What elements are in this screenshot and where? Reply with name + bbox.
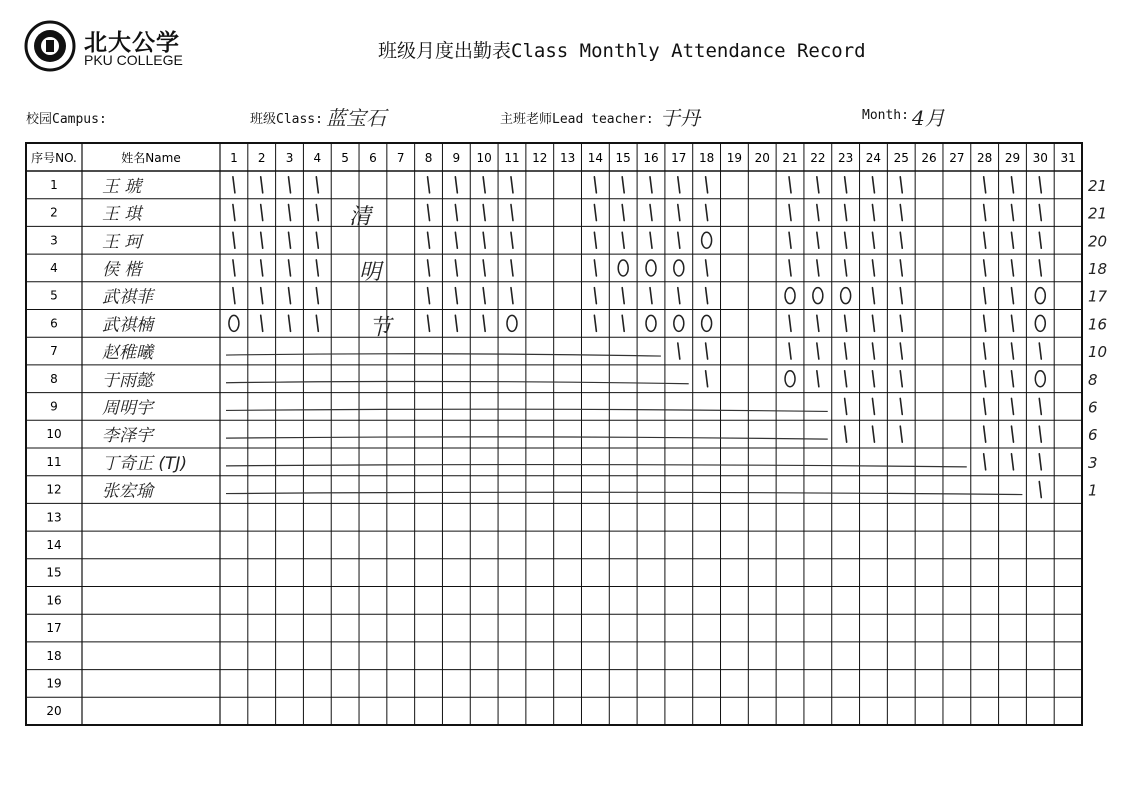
present-mark (650, 205, 652, 221)
not-enrolled-line (226, 354, 661, 356)
present-mark (511, 232, 513, 248)
holiday-note: 明 (359, 260, 382, 286)
present-mark (289, 205, 291, 221)
day-header: 30 (1032, 151, 1048, 165)
present-mark (817, 205, 819, 221)
present-mark (316, 205, 318, 221)
present-mark (1011, 232, 1013, 248)
class-value: 蓝宝石 (326, 106, 386, 130)
page-title: 班级月度出勤表Class Monthly Attendance Record (378, 40, 866, 62)
not-enrolled-line (226, 465, 967, 467)
day-header: 6 (369, 151, 377, 165)
present-mark (817, 343, 819, 359)
present-mark (900, 426, 902, 442)
present-mark (1011, 371, 1013, 387)
student-name: 武祺菲 (102, 287, 153, 308)
present-mark (872, 205, 874, 221)
not-enrolled-line (226, 381, 689, 383)
absent-mark (646, 315, 656, 331)
present-mark (872, 343, 874, 359)
present-mark (594, 315, 596, 331)
present-mark (1039, 482, 1041, 498)
present-mark (1011, 343, 1013, 359)
present-mark (483, 288, 485, 304)
absent-mark (702, 232, 712, 248)
present-mark (455, 177, 457, 193)
holiday-note: 清 (349, 204, 372, 230)
absent-mark (618, 260, 628, 276)
present-mark (706, 205, 708, 221)
student-name: 于雨懿 (102, 370, 153, 391)
present-mark (428, 260, 430, 276)
attendance-total: 20 (1088, 232, 1108, 251)
present-mark (706, 343, 708, 359)
present-mark (872, 371, 874, 387)
absent-mark (507, 315, 517, 331)
day-header: 3 (285, 151, 294, 165)
row-number: 13 (46, 510, 62, 525)
present-mark (984, 343, 986, 359)
present-mark (261, 260, 263, 276)
student-name: 周明宇 (102, 398, 153, 419)
row-number: 18 (46, 648, 62, 663)
day-header: 23 (838, 151, 854, 165)
present-mark (984, 371, 986, 387)
holiday-note: 节 (369, 315, 392, 341)
present-mark (845, 232, 847, 248)
attendance-total: 8 (1088, 370, 1098, 389)
row-number: 9 (50, 399, 58, 414)
month-value: 4月 (912, 106, 945, 130)
day-header: 5 (341, 151, 349, 165)
present-mark (316, 315, 318, 331)
row-number: 2 (50, 205, 58, 220)
row-number: 16 (46, 593, 62, 608)
present-mark (789, 315, 791, 331)
present-mark (706, 371, 708, 387)
present-mark (872, 260, 874, 276)
present-mark (428, 315, 430, 331)
present-mark (706, 260, 708, 276)
day-header: 13 (559, 151, 576, 165)
present-mark (594, 205, 596, 221)
present-mark (984, 454, 986, 470)
present-mark (789, 260, 791, 276)
student-name: 王 琥 (102, 176, 142, 197)
present-mark (511, 205, 513, 221)
row-number: 3 (50, 233, 58, 248)
day-header: 2 (257, 151, 266, 165)
not-enrolled-line (226, 409, 828, 411)
present-mark (316, 177, 318, 193)
attendance-total: 6 (1088, 398, 1098, 417)
student-name: 武祺楠 (102, 315, 153, 336)
day-header: 15 (615, 151, 631, 165)
attendance-total: 21 (1088, 176, 1108, 195)
present-mark (511, 288, 513, 304)
present-mark (455, 315, 457, 331)
present-mark (817, 315, 819, 331)
present-mark (678, 205, 680, 221)
not-enrolled-line (226, 492, 1022, 494)
present-mark (900, 205, 902, 221)
present-mark (511, 260, 513, 276)
present-mark (1039, 398, 1041, 414)
present-mark (678, 232, 680, 248)
day-header: 10 (476, 151, 492, 165)
absent-mark (1035, 371, 1045, 387)
absent-mark (646, 260, 656, 276)
attendance-total: 1 (1088, 481, 1098, 500)
present-mark (483, 177, 485, 193)
present-mark (984, 177, 986, 193)
day-header: 26 (921, 151, 937, 165)
attendance-total: 21 (1088, 204, 1108, 223)
present-mark (872, 288, 874, 304)
absent-mark (841, 288, 851, 304)
day-header: 14 (587, 151, 604, 165)
row-number: 10 (46, 427, 62, 442)
present-mark (1039, 177, 1041, 193)
absent-mark (674, 260, 684, 276)
present-mark (594, 260, 596, 276)
row-number: 19 (46, 676, 62, 691)
attendance-total: 3 (1088, 453, 1098, 472)
column-header-no: 序号NO. (31, 151, 77, 165)
present-mark (845, 177, 847, 193)
present-mark (483, 315, 485, 331)
day-header: 9 (452, 151, 461, 165)
present-mark (233, 232, 235, 248)
day-header: 16 (643, 151, 659, 165)
absent-mark (229, 315, 239, 331)
present-mark (316, 288, 318, 304)
present-mark (1039, 232, 1041, 248)
present-mark (845, 343, 847, 359)
present-mark (594, 177, 596, 193)
campus-label: 校园Campus: (26, 112, 107, 127)
day-header: 20 (754, 151, 770, 165)
present-mark (622, 288, 624, 304)
class-label: 班级Class: (250, 112, 323, 127)
logo-english-name: PKU COLLEGE (84, 52, 183, 68)
present-mark (845, 371, 847, 387)
present-mark (261, 232, 263, 248)
present-mark (428, 288, 430, 304)
present-mark (872, 426, 874, 442)
attendance-total: 18 (1088, 259, 1108, 278)
day-header: 11 (504, 151, 520, 165)
present-mark (678, 177, 680, 193)
present-mark (1011, 315, 1013, 331)
absent-mark (702, 315, 712, 331)
day-header: 25 (893, 151, 909, 165)
present-mark (455, 288, 457, 304)
day-header: 19 (726, 151, 743, 165)
present-mark (845, 260, 847, 276)
student-name: 丁奇正 (TJ) (102, 453, 188, 474)
present-mark (872, 177, 874, 193)
absent-mark (674, 315, 684, 331)
student-name: 李泽宇 (102, 426, 153, 447)
present-mark (678, 343, 680, 359)
row-number: 6 (50, 316, 58, 331)
student-name: 赵稚曦 (102, 343, 153, 364)
present-mark (900, 343, 902, 359)
present-mark (900, 260, 902, 276)
present-mark (789, 343, 791, 359)
absent-mark (1035, 315, 1045, 331)
present-mark (984, 398, 986, 414)
day-header: 4 (313, 151, 322, 165)
present-mark (900, 288, 902, 304)
day-header: 27 (949, 151, 965, 165)
present-mark (1011, 398, 1013, 414)
day-header: 8 (424, 151, 433, 165)
present-mark (483, 205, 485, 221)
row-number: 7 (50, 344, 58, 359)
present-mark (233, 288, 235, 304)
present-mark (233, 205, 235, 221)
present-mark (622, 315, 624, 331)
present-mark (817, 371, 819, 387)
present-mark (289, 232, 291, 248)
attendance-total: 16 (1088, 315, 1108, 334)
present-mark (289, 288, 291, 304)
present-mark (511, 177, 513, 193)
present-mark (984, 315, 986, 331)
present-mark (289, 315, 291, 331)
present-mark (706, 288, 708, 304)
present-mark (900, 177, 902, 193)
student-name: 侯 楷 (102, 259, 142, 280)
present-mark (428, 205, 430, 221)
day-header: 7 (396, 151, 405, 165)
present-mark (261, 205, 263, 221)
logo-chinese-name: 北大公学 (84, 29, 180, 56)
present-mark (428, 232, 430, 248)
row-number: 8 (50, 371, 58, 386)
month-label: Month: (862, 108, 909, 123)
present-mark (289, 260, 291, 276)
present-mark (261, 177, 263, 193)
present-mark (900, 371, 902, 387)
row-number: 17 (46, 621, 62, 636)
teacher-value: 于丹 (660, 106, 700, 130)
present-mark (845, 398, 847, 414)
present-mark (1039, 260, 1041, 276)
present-mark (706, 177, 708, 193)
present-mark (1011, 205, 1013, 221)
present-mark (1011, 177, 1013, 193)
student-name: 王 琪 (102, 204, 142, 225)
present-mark (984, 288, 986, 304)
absent-mark (1035, 288, 1045, 304)
day-header: 17 (671, 151, 687, 165)
present-mark (817, 177, 819, 193)
student-name: 王 珂 (102, 232, 142, 253)
present-mark (1039, 205, 1041, 221)
row-number: 15 (46, 565, 62, 580)
present-mark (1039, 343, 1041, 359)
day-header: 1 (230, 151, 238, 165)
day-header: 31 (1060, 151, 1076, 165)
present-mark (789, 232, 791, 248)
present-mark (1011, 288, 1013, 304)
present-mark (316, 260, 318, 276)
present-mark (594, 232, 596, 248)
present-mark (455, 232, 457, 248)
present-mark (650, 288, 652, 304)
day-header: 24 (865, 151, 882, 165)
attendance-total: 6 (1088, 426, 1098, 445)
day-header: 29 (1004, 151, 1021, 165)
present-mark (622, 177, 624, 193)
present-mark (1039, 426, 1041, 442)
day-header: 21 (782, 151, 798, 165)
row-number: 5 (50, 288, 58, 303)
present-mark (984, 205, 986, 221)
column-header-name: 姓名Name (121, 151, 181, 165)
present-mark (650, 177, 652, 193)
attendance-total: 10 (1088, 343, 1108, 362)
present-mark (984, 232, 986, 248)
present-mark (622, 205, 624, 221)
present-mark (678, 288, 680, 304)
present-mark (289, 177, 291, 193)
present-mark (622, 232, 624, 248)
present-mark (483, 260, 485, 276)
present-mark (984, 260, 986, 276)
present-mark (316, 232, 318, 248)
day-header: 22 (810, 151, 826, 165)
row-number: 20 (46, 704, 62, 719)
present-mark (872, 315, 874, 331)
present-mark (233, 260, 235, 276)
day-header: 18 (698, 151, 715, 165)
present-mark (650, 232, 652, 248)
present-mark (1039, 454, 1041, 470)
attendance-total: 17 (1088, 287, 1108, 306)
present-mark (817, 232, 819, 248)
present-mark (900, 398, 902, 414)
row-number: 1 (50, 177, 58, 192)
present-mark (1011, 454, 1013, 470)
present-mark (817, 260, 819, 276)
present-mark (261, 315, 263, 331)
row-number: 11 (46, 454, 62, 469)
not-enrolled-line (226, 437, 828, 439)
row-number: 12 (46, 482, 62, 497)
teacher-label: 主班老师Lead teacher: (500, 112, 654, 127)
row-number: 14 (46, 537, 62, 552)
present-mark (455, 205, 457, 221)
present-mark (845, 205, 847, 221)
present-mark (845, 315, 847, 331)
present-mark (1011, 260, 1013, 276)
present-mark (428, 177, 430, 193)
absent-mark (785, 371, 795, 387)
present-mark (455, 260, 457, 276)
row-number: 4 (50, 260, 58, 275)
absent-mark (813, 288, 823, 304)
student-name: 张宏瑜 (102, 481, 153, 502)
absent-mark (785, 288, 795, 304)
present-mark (789, 205, 791, 221)
present-mark (233, 177, 235, 193)
present-mark (872, 398, 874, 414)
present-mark (594, 288, 596, 304)
day-header: 12 (532, 151, 548, 165)
present-mark (984, 426, 986, 442)
day-header: 28 (977, 151, 993, 165)
present-mark (483, 232, 485, 248)
present-mark (789, 177, 791, 193)
present-mark (1011, 426, 1013, 442)
present-mark (261, 288, 263, 304)
present-mark (900, 315, 902, 331)
present-mark (872, 232, 874, 248)
present-mark (845, 426, 847, 442)
present-mark (900, 232, 902, 248)
